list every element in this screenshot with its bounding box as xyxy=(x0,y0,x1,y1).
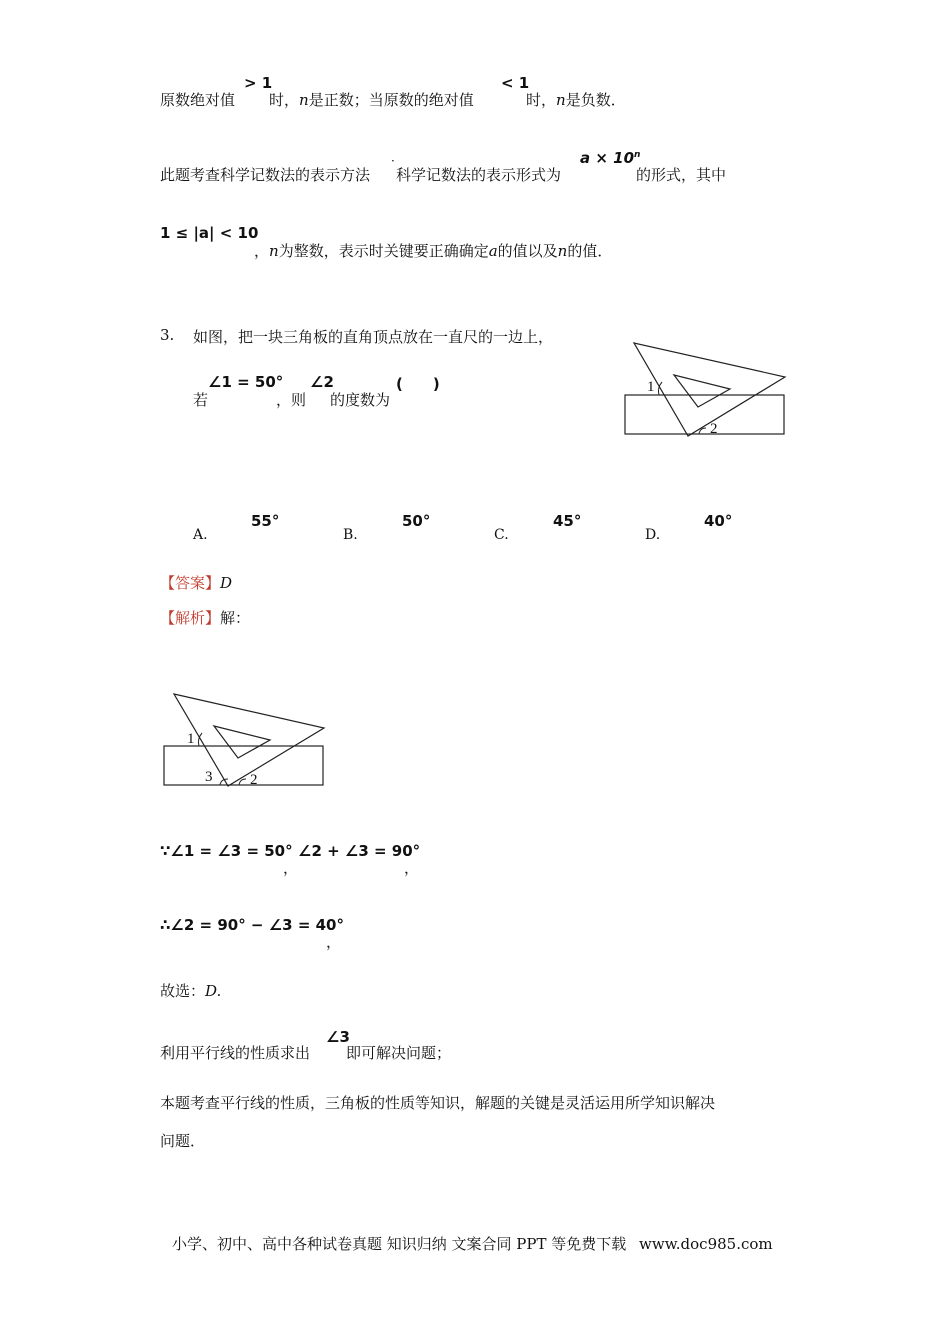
question-figure xyxy=(618,335,793,445)
fig-label-3: 3 xyxy=(205,769,213,785)
answer-label: 【答案】 xyxy=(160,574,221,592)
equation-1-end: ， xyxy=(404,859,420,877)
exponent: n xyxy=(634,150,641,160)
text: 原数绝对值 xyxy=(160,91,236,109)
intro-line-1b xyxy=(269,89,474,110)
text: ， xyxy=(254,242,270,260)
fig-label-2: 2 xyxy=(710,421,718,437)
question-ze: ，则 xyxy=(276,391,307,409)
question-number: 3. xyxy=(160,326,175,344)
fig-label-1: 1 xyxy=(187,731,195,747)
var-n: n xyxy=(269,242,279,260)
fig-label-1: 1 xyxy=(647,379,655,395)
question-deg: 的度数为 xyxy=(330,391,391,409)
triangle-inner xyxy=(214,726,270,758)
answer-value: D xyxy=(220,574,233,592)
option-c-value: 45° xyxy=(553,512,582,530)
note-line-a: 利用平行线的性质求出 xyxy=(160,1044,311,1062)
option-a-value: 55° xyxy=(251,512,280,530)
stray-dot: · xyxy=(391,154,395,168)
option-c-letter: C. xyxy=(494,527,509,543)
question-text: 如图，把一块三角板的直角顶点放在一直尺的一边上， xyxy=(193,328,554,346)
intro-line-1c xyxy=(526,89,626,110)
intro-line-2 xyxy=(160,164,370,185)
fig-label-2: 2 xyxy=(250,772,258,788)
equation-1b: ∠2 + ∠3 = 90° xyxy=(298,842,421,860)
answer-line xyxy=(160,572,232,593)
choose-line xyxy=(160,980,221,1001)
text: 时， xyxy=(269,91,300,109)
summary-line-2: 问题． xyxy=(160,1132,206,1150)
option-d-value: 40° xyxy=(704,512,733,530)
text: 解： xyxy=(220,609,251,627)
option-b-letter: B. xyxy=(343,527,358,543)
math-angle2: ∠2 xyxy=(310,373,334,391)
equation-1-sep: ， xyxy=(283,859,299,877)
triangle-outer xyxy=(174,694,324,786)
footer xyxy=(172,1233,773,1254)
text: 为整数，表示时关键要正确确定 xyxy=(278,242,489,260)
var-a: a xyxy=(488,242,498,260)
math-angle1: ∠1 = 50° xyxy=(208,373,284,391)
triangle-inner xyxy=(674,375,730,407)
analysis-line xyxy=(160,607,250,628)
choose-value: D. xyxy=(205,982,222,1000)
math-range: 1 ≤ |a| < 10 xyxy=(160,224,259,242)
equation-2: ∴∠2 = 90° − ∠3 = 40° xyxy=(160,916,344,934)
text: 的值以及 xyxy=(497,242,558,260)
option-a-letter: A. xyxy=(193,527,208,543)
var-n: n xyxy=(557,242,568,260)
var-n: n xyxy=(299,91,309,109)
note-line-b: 即可解决问题； xyxy=(346,1044,452,1062)
intro-line-2c: 的形式，其中 xyxy=(636,166,727,184)
question-ruo: 若 xyxy=(193,391,209,409)
text: 的值． xyxy=(567,242,613,260)
angle2-arc xyxy=(239,779,246,785)
option-d-letter: D. xyxy=(645,527,661,543)
text: a × 10 xyxy=(580,149,635,167)
equation-1a: ∵∠1 = ∠3 = 50° xyxy=(160,842,293,860)
text: 是正数；当原数的绝对值 xyxy=(308,91,474,109)
math-angle3: ∠3 xyxy=(326,1028,350,1046)
footer-text: 小学、初中、高中各种试卷真题 知识归纳 文案合同 PPT 等免费下载 xyxy=(172,1235,627,1253)
answer-parentheses: ( ) xyxy=(396,375,440,393)
math-lt-1: < 1 xyxy=(501,74,530,92)
intro-line-2b: 科学记数法的表示形式为 xyxy=(396,166,562,184)
text: 此题考查科学记数法的表示方法 xyxy=(160,166,371,184)
analysis-figure xyxy=(158,686,333,796)
text: 故选： xyxy=(160,982,206,1000)
intro-line-3 xyxy=(254,240,612,261)
var-n: n xyxy=(556,91,566,109)
intro-line-1 xyxy=(160,89,235,110)
option-b-value: 50° xyxy=(402,512,431,530)
footer-site: www.doc985.com xyxy=(639,1235,773,1253)
summary-line-1: 本题考查平行线的性质，三角板的性质等知识，解题的关键是灵活运用所学知识解决 xyxy=(160,1094,716,1112)
equation-2-end: ， xyxy=(326,933,342,951)
text: 是负数． xyxy=(565,91,626,109)
analysis-label: 【解析】 xyxy=(160,609,221,627)
math-gt-1: > 1 xyxy=(244,74,273,92)
math-sci-notation xyxy=(580,149,640,167)
text: 时， xyxy=(526,91,557,109)
